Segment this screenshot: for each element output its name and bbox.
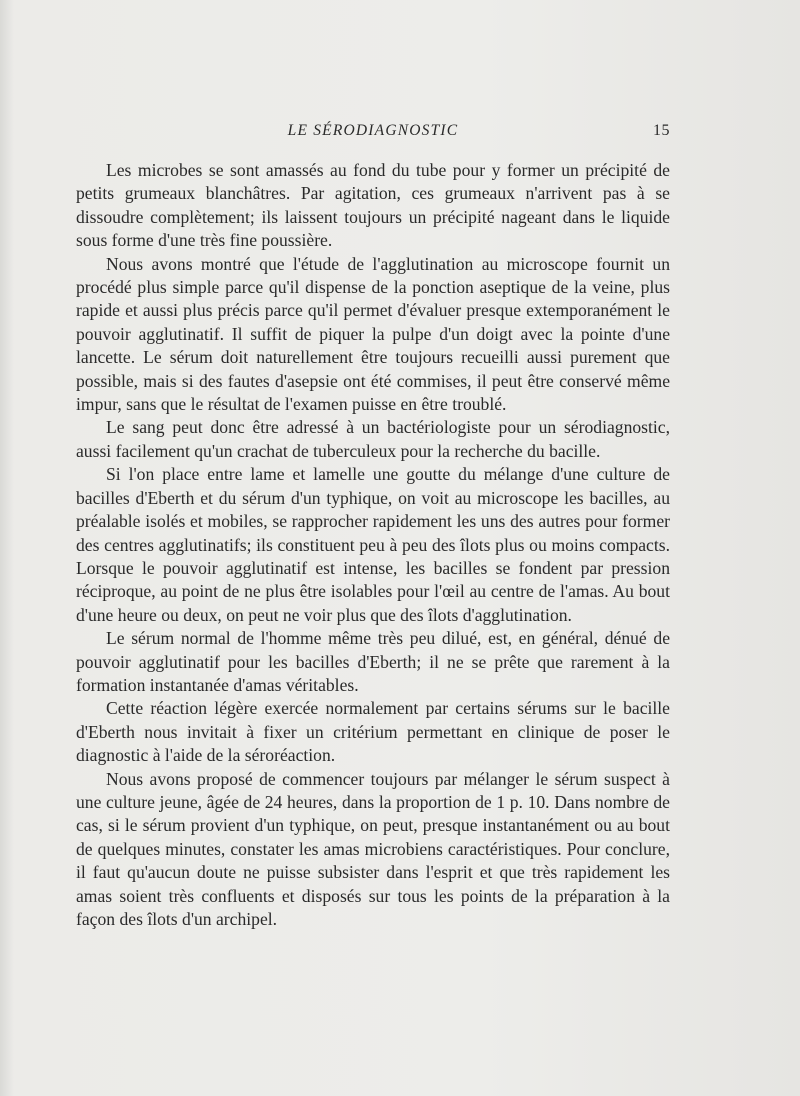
paragraph: Le sérum normal de l'homme même très peu dilué, est, en général, dénué de pouvoir agglutinatif pour les bacilles d'Eberth; il ne se prête que rarement à la formation instantanée d'amas véritables.: [76, 628, 670, 695]
paragraph: Nous avons montré que l'étude de l'agglutination au microscope fournit un procédé plus simple parce qu'il dispense de la ponction aseptique de la veine, plus rapide et aussi plus précis parce qu'il permet d'évaluer presque extemporanément le pouvoir agglutinatif. Il suffit de piquer la pulpe d'un doigt avec la pointe d'une lancette. Le sérum doit naturellement être toujours recueilli aussi purement que possible, mais si des fautes d'asepsie ont été commises, il peut être conservé même impur, sans que le résultat de l'examen puisse en être troublé.: [76, 253, 670, 415]
page-header: [76, 120, 670, 144]
paragraph: Cette réaction légère exercée normalement par certains sérums sur le bacille d'Eberth nous invitait à fixer un critérium permettant en clinique de poser le diagnostic à l'aide de la séroréaction.: [76, 698, 670, 766]
running-title: LE SÉRODIAGNOSTIC: [287, 122, 459, 139]
paragraph: Les microbes se sont amassés au fond du tube pour y former un précipité de petits grumeaux blanchâtres. Par agitation, ces grumeaux n'arrivent pas à se dissoudre complètement; ils laissent toujours un précipité nageant dans le liquide sous forme d'une très fine poussière.: [76, 160, 670, 251]
paragraph: Nous avons proposé de commencer toujours par mélanger le sérum suspect à une culture jeune, âgée de 24 heures, dans la proportion de 1 p. 10. Dans nombre de cas, si le sérum provient d'un typhique, on peut, presque instantanément ou au bout de quelques minutes, constater les amas microbiens caractéristiques. Pour conclure, il faut qu'aucun doute ne puisse subsister dans l'esprit et que très rapidement les amas soient très confluents et disposés sur tous les points de la préparation à la façon des îlots d'un archipel.: [76, 768, 670, 929]
paragraph: Le sang peut donc être adressé à un bactériologiste pour un sérodiagnostic, aussi facilement qu'un crachat de tuberculeux pour la recherche du bacille.: [76, 417, 670, 461]
page-number: 15: [653, 122, 670, 139]
body-text: [76, 159, 670, 931]
paragraph: Si l'on place entre lame et lamelle une goutte du mélange d'une culture de bacilles d'Eberth et du sérum d'un typhique, on voit au microscope les bacilles, au préalable isolés et mobiles, se rapprocher rapidement les uns des autres pour former des centres agglutinatifs; ils constituent peu à peu des îlots plus ou moins compacts. Lorsque le pouvoir agglutinatif est intense, les bacilles se fondent par pression réciproque, au point de ne plus être isolables pour l'œil au centre de l'amas. Au bout d'une heure ou deux, on peut ne voir plus que des îlots d'agglutination.: [76, 464, 670, 625]
